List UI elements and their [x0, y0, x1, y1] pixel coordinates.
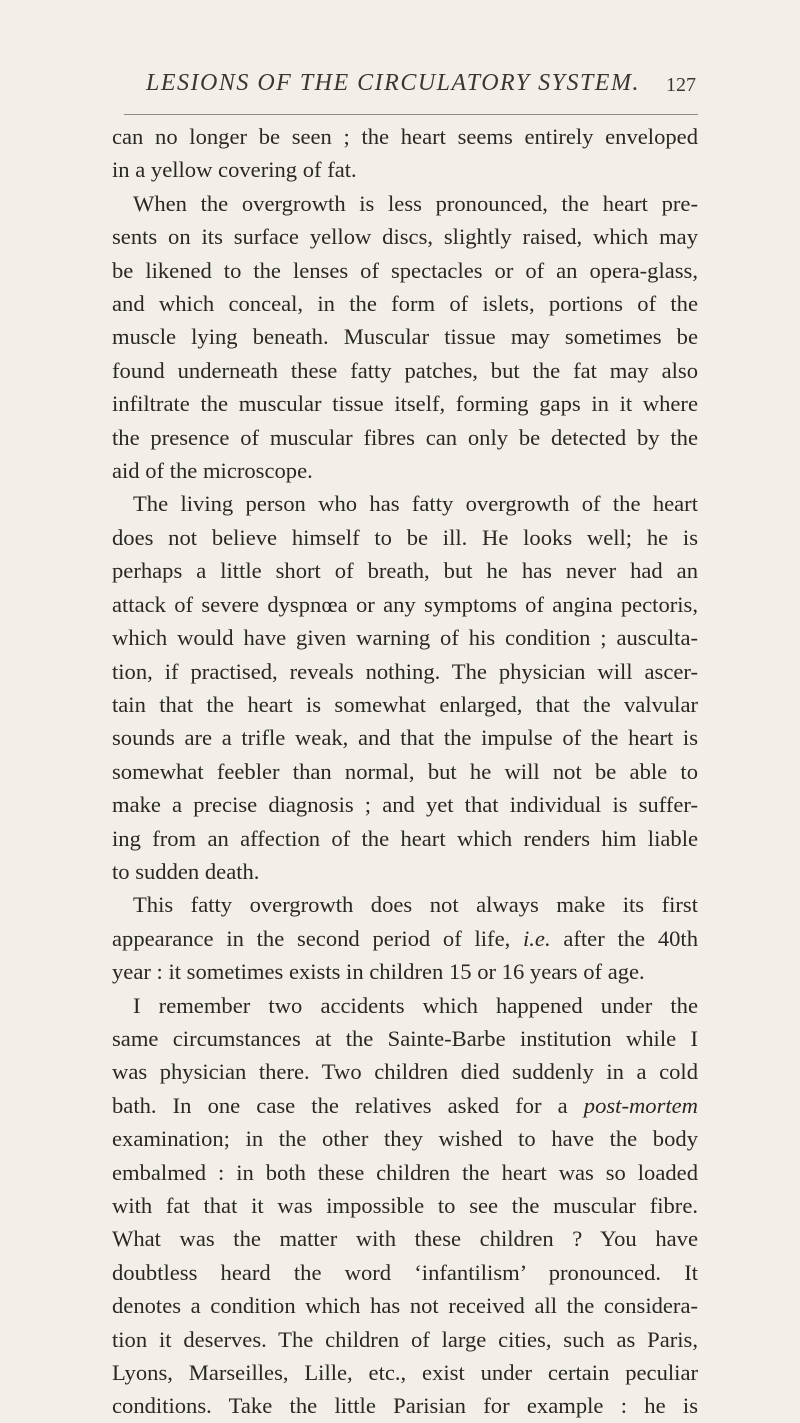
text-run: The living person who has fatty overgrowth of the heart: [133, 491, 698, 517]
text-run: was physician there. Two children died suddenly in a cold: [112, 1059, 698, 1085]
text-line: [112, 989, 698, 1022]
text-run: infiltrate the muscular tissue itself, forming gaps in it where: [112, 391, 698, 417]
text-line: [112, 421, 698, 454]
text-line: [112, 922, 698, 955]
text-line: [112, 1356, 698, 1389]
text-line: [112, 354, 698, 387]
text-run: can no longer be seen ; the heart seems entirely enveloped: [112, 124, 698, 149]
text-run: This fatty overgrowth does not always make its first: [133, 892, 698, 918]
text-run: somewhat feebler than normal, but he will not be able to: [112, 758, 698, 784]
text-line: [112, 788, 698, 821]
text-line: [112, 454, 698, 487]
text-line: [112, 1022, 698, 1055]
text-line: [112, 588, 698, 621]
text-run: embalmed : in both these children the heart was so loaded: [112, 1159, 698, 1185]
text-run: make a precise diagnosis ; and yet that individual is suffer-: [112, 792, 698, 818]
text-run: attack of severe dyspnœa or any symptoms of angina pectoris,: [112, 591, 698, 617]
text-line: [112, 187, 698, 220]
text-run: and which conceal, in the form of islets, portions of the: [112, 291, 698, 317]
text-run: doubtless heard the word ‘infantilism’ pronounced. It: [112, 1259, 698, 1285]
text-run: does not believe himself to be ill. He looks well; he is: [112, 524, 698, 550]
text-run: tion it deserves. The children of large cities, such as Paris,: [112, 1326, 698, 1352]
text-run: bath. In one case the relatives asked for a: [112, 1092, 584, 1118]
text-line: [112, 888, 698, 921]
running-header: [136, 70, 696, 110]
text-line: [112, 287, 698, 320]
text-line: [112, 621, 698, 654]
text-run: tain that the heart is somewhat enlarged, that the valvular: [112, 691, 698, 717]
text-run: sents on its surface yellow discs, slightly raised, which may: [112, 224, 698, 250]
text-line: [112, 1089, 698, 1122]
text-run: ing from an affection of the heart which renders him liable: [112, 825, 698, 851]
text-line: [112, 855, 698, 888]
text-line: [112, 688, 698, 721]
text-run: to sudden death.: [112, 858, 260, 884]
text-run: denotes a condition which has not received all the considera-: [112, 1293, 698, 1319]
text-run: with fat that it was impossible to see the muscular fibre.: [112, 1193, 698, 1218]
running-title: LESIONS OF THE CIRCULATORY SYSTEM.: [146, 70, 640, 96]
text-run: after the 40th: [550, 925, 698, 951]
text-run: aid of the microscope.: [112, 458, 313, 484]
text-run: which would have given warning of his condition ; ausculta-: [112, 625, 698, 651]
text-line: [112, 1323, 698, 1356]
body-text: [112, 120, 698, 1423]
text-line: [112, 755, 698, 788]
text-run: muscle lying beneath. Muscular tissue may sometimes be: [112, 324, 698, 350]
text-line: [112, 1222, 698, 1255]
text-run: perhaps a little short of breath, but he has never had an: [112, 558, 698, 584]
text-run: the presence of muscular fibres can only be detected by the: [112, 424, 698, 450]
text-line: [112, 1289, 698, 1322]
text-run: year : it sometimes exists in children 15 or 16 years of age.: [112, 959, 645, 985]
text-run: examination; in the other they wished to have the body: [112, 1126, 698, 1152]
text-run: tion, if practised, reveals nothing. The physician will ascer-: [112, 658, 698, 684]
text-line: [112, 1156, 698, 1189]
text-line: [112, 120, 698, 153]
text-line: [112, 220, 698, 253]
text-run: same circumstances at the Sainte-Barbe institution while I: [112, 1025, 698, 1051]
text-run: be likened to the lenses of spectacles or of an opera-glass,: [112, 257, 698, 283]
text-run: sounds are a trifle weak, and that the impulse of the heart is: [112, 725, 698, 751]
text-line: [112, 387, 698, 420]
italic-run: post-mortem: [583, 1092, 698, 1118]
text-line: [112, 487, 698, 520]
text-line: [112, 521, 698, 554]
text-run: What was the matter with these children ? You have: [112, 1226, 698, 1252]
text-line: [112, 254, 698, 287]
text-line: [112, 1389, 698, 1422]
text-run: found underneath these fatty patches, but the fat may also: [112, 357, 698, 383]
page-number: 127: [666, 74, 696, 96]
text-line: [112, 1122, 698, 1155]
text-line: [112, 320, 698, 353]
text-run: Lyons, Marseilles, Lille, etc., exist under certain peculiar: [112, 1360, 698, 1386]
text-run: appearance in the second period of life,: [112, 925, 523, 951]
text-run: When the overgrowth is less pronounced, the heart pre-: [133, 190, 698, 216]
text-line: [112, 1256, 698, 1289]
text-line: [112, 1189, 698, 1222]
text-run: in a yellow covering of fat.: [112, 157, 357, 183]
text-line: [112, 721, 698, 754]
header-rule: [124, 114, 698, 115]
text-line: [112, 554, 698, 587]
text-line: [112, 955, 698, 988]
text-line: [112, 655, 698, 688]
italic-run: i.e.: [523, 925, 551, 951]
text-run: conditions. Take the little Parisian for example : he is: [112, 1393, 698, 1419]
text-line: [112, 1055, 698, 1088]
text-run: I remember two accidents which happened under the: [133, 992, 698, 1018]
text-line: [112, 822, 698, 855]
text-line: [112, 153, 698, 186]
